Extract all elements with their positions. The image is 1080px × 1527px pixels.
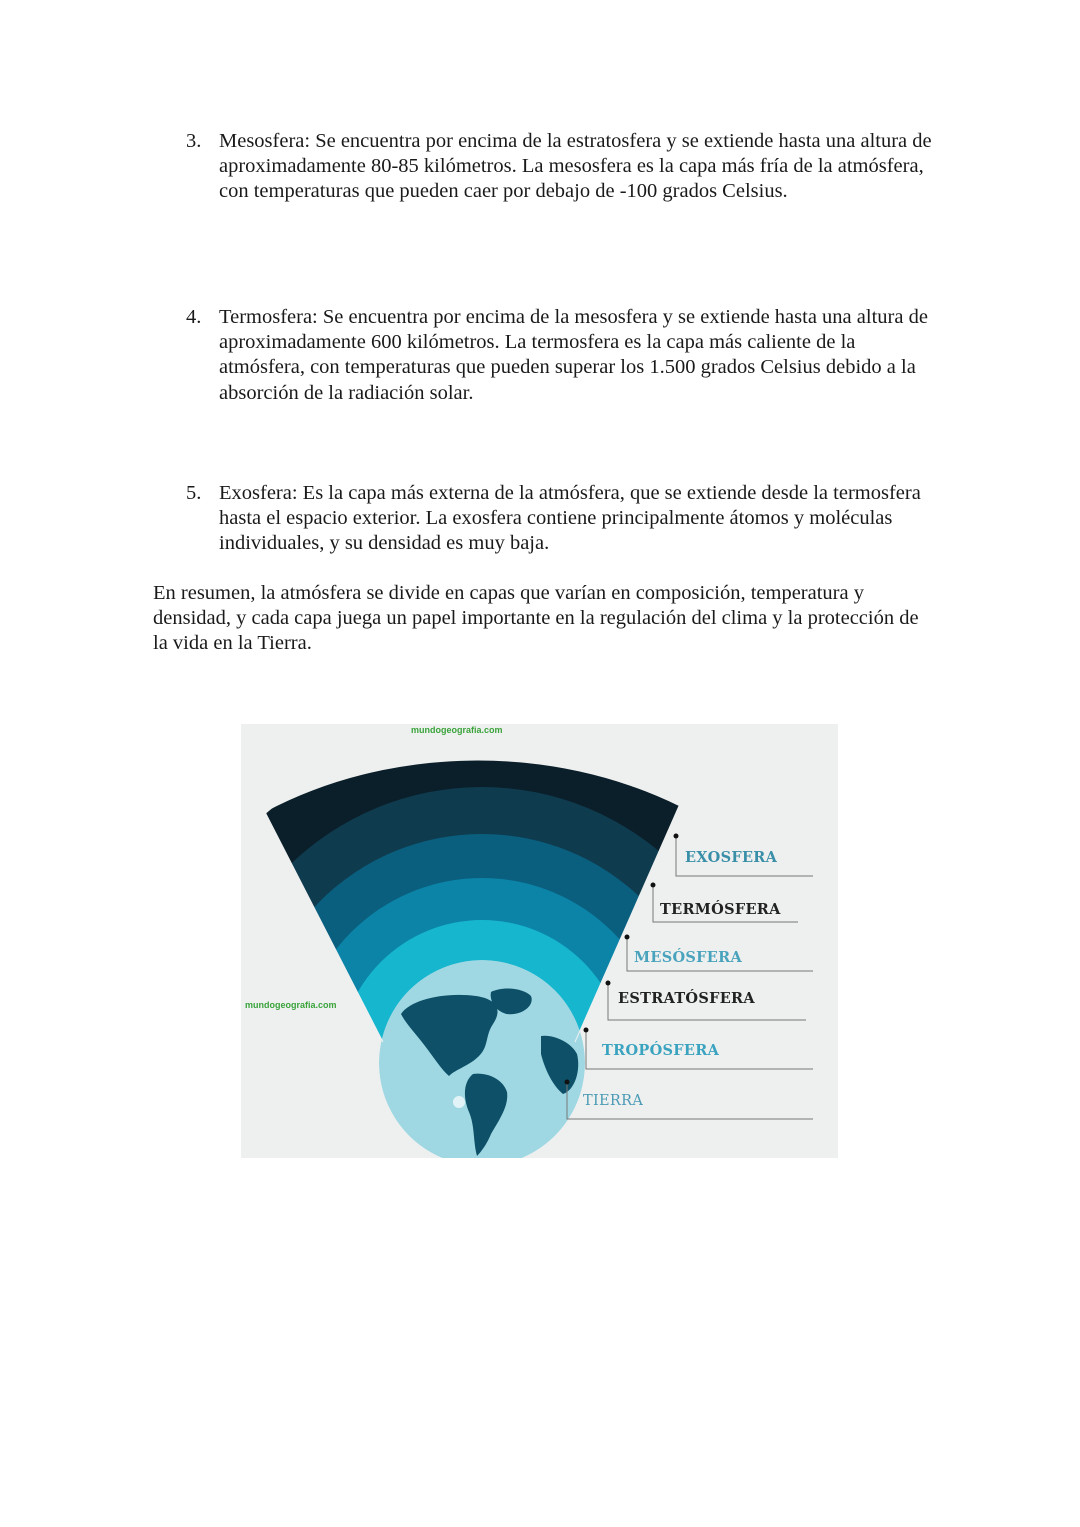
list-item-termosfera (186, 305, 946, 406)
label-tierra: TIERRA (583, 1093, 644, 1109)
list-text: Mesosfera: Se encuentra por encima de la estratosfera y se extiende hasta una altura de aproximadamente 80-85 kilómetros. La mesosfera es la capa más fría de la atmósfera, con temperaturas que pueden caer por debajo de -100 grados Celsius. (219, 130, 932, 203)
label-exosfera: EXOSFERA (685, 849, 778, 866)
list-text: Termosfera: Se encuentra por encima de la mesosfera y se extiende hasta una altura de aproximadamente 600 kilómetros. La termosfera es la capa más caliente de la atmósfera, con temperaturas que pueden superar los 1.500 grados Celsius debido a la absorción de la radiación solar. (219, 306, 928, 404)
list-number: 5. (186, 482, 202, 504)
atmosphere-layers-figure (241, 724, 838, 1158)
watermark-left: mundogeografia.com (245, 1000, 337, 1010)
atmosphere-diagram (241, 724, 838, 1158)
label-estratosfera: ESTRATÓSFERA (618, 990, 755, 1007)
list-number: 4. (186, 306, 202, 328)
watermark-top: mundogeografia.com (411, 725, 503, 735)
label-mesosfera: MESÓSFERA (634, 949, 743, 966)
list-item-mesosfera (186, 129, 946, 205)
label-termosfera: TERMÓSFERA (660, 901, 781, 918)
list-text: Exosfera: Es la capa más externa de la atmósfera, que se extiende desde la termosfera hasta el espacio exterior. La exosfera contiene principalmente átomos y moléculas individuales, y su densidad es muy baja. (219, 482, 921, 555)
list-number: 3. (186, 130, 202, 152)
label-troposfera: TROPÓSFERA (602, 1042, 720, 1059)
summary-paragraph: En resumen, la atmósfera se divide en capas que varían en composición, temperatura y densidad, y cada capa juega un papel importante en la regulación del clima y la protección de la vida en la Tierra. (153, 582, 919, 655)
list-item-exosfera (186, 481, 946, 557)
earth-globe (379, 960, 585, 1158)
hurricane-mark (453, 1096, 465, 1108)
